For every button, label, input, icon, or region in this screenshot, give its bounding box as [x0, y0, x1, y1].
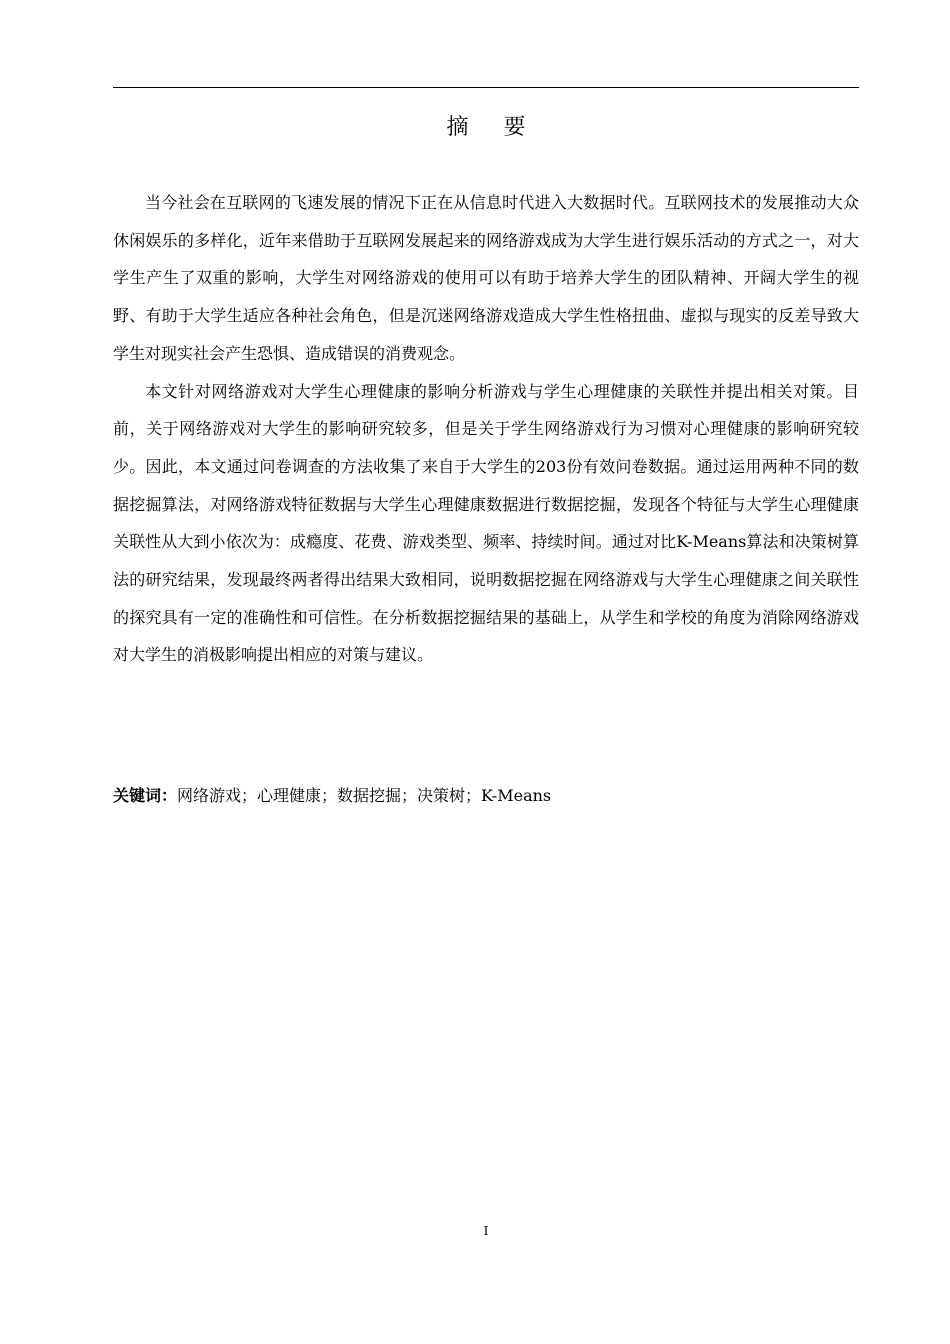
- page-number: I: [483, 1224, 489, 1238]
- abstract-paragraph-2: 本文针对网络游戏对大学生心理健康的影响分析游戏与学生心理健康的关联性并提出相关对策。目前，关于网络游戏对大学生的影响研究较多，但是关于学生网络游戏行为习惯对心理健康的影响研究较少。因此，本文通过问卷调查的方法收集了来自于大学生的203份有效问卷数据。通过运用两种不同的数据挖掘算法，对网络游戏特征数据与大学生心理健康数据进行数据挖掘，发现各个特征与大学生心理健康关联性从大到小依次为：成瘾度、花费、游戏类型、频率、持续时间。通过对比K-Means算法和决策树算法的研究结果，发现最终两者得出结果大致相同，说明数据挖掘在网络游戏与大学生心理健康之间关联性的探究具有一定的准确性和可信性。在分析数据挖掘结果的基础上，从学生和学校的角度为消除网络游戏对大学生的消极影响提出相应的对策与建议。: [113, 381, 859, 665]
- abstract-paragraph-1: 当今社会在互联网的飞速发展的情况下正在从信息时代进入大数据时代。互联网技术的发展推动大众休闲娱乐的多样化，近年来借助于互联网发展起来的网络游戏成为大学生进行娱乐活动的方式之一，对大学生产生了双重的影响，大学生对网络游戏的使用可以有助于培养大学生的团队精神、开阔大学生的视野、有助于大学生适应各种社会角色，但是沉迷网络游戏造成大学生性格扭曲、虚拟与现实的反差导致大学生对现实社会产生恐惧、造成错误的消费观念。: [113, 193, 859, 363]
- abstract-body: [113, 184, 859, 674]
- keywords-text: 网络游戏；心理健康；数据挖掘；决策树；K-Means: [177, 786, 552, 805]
- header-rule: [113, 87, 859, 88]
- keywords-line: [113, 784, 859, 808]
- keywords-label: 关键词：: [113, 786, 178, 805]
- page-title: 摘 要: [446, 115, 540, 140]
